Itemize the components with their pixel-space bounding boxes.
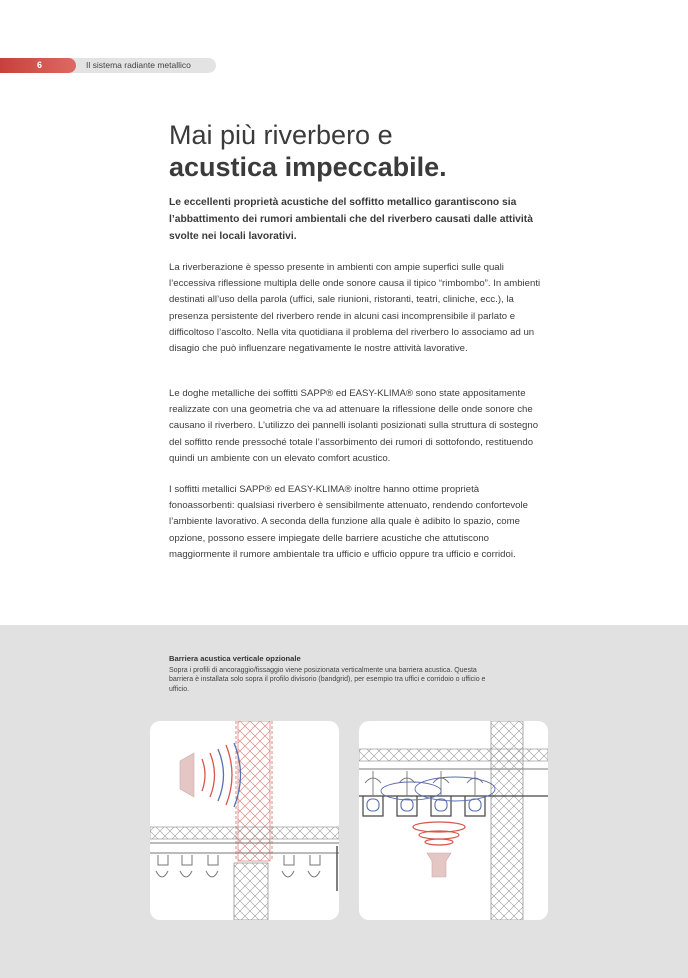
page-number: 6: [0, 58, 76, 73]
header-bar: [0, 58, 216, 73]
lead-paragraph: Le eccellenti proprietà acustiche del soffitto metallico garantiscono sia l’abbattimento dei rumori ambientali che del riverbero causati dalle attività svolte nei locali lavorativi.: [169, 197, 533, 242]
title-line-1: Mai più riverbero e: [169, 120, 393, 150]
barrier-section-drawing: [150, 721, 339, 920]
caption-title: Barriera acustica verticale opzionale: [169, 654, 301, 663]
ceiling-section-drawing: [359, 721, 548, 920]
caption-text: Sopra i profili di ancoraggio/fissaggio viene posizionata verticalmente una barriera acustica. Questa barriera è installata solo sopra il profilo divisorio (bandgrid), per esempio tra uffici e corridoio o ufficio e ufficio.: [169, 667, 486, 693]
body-paragraph-1: La riverberazione è spesso presente in ambienti con ampie superfici sulle quali l’eccessiva riflessione multipla delle onde sonore causa il tipico “rimbombo”. In ambienti destinati all’uso della parola (uffici, sale riunioni, ristoranti, teatri, cliniche, ecc.), la presenza persistente del riverbero rende in alcuni casi incomprensibile il parlato e difficoltoso l’ascolto. Nella vita quotidiana il problema del riverbero lo associamo ad un disagio che può influenzare negativamente le nostre attività lavorative.: [169, 262, 541, 355]
body-paragraph-3: I soffitti metallici SAPP® ed EASY-KLIMA® inoltre hanno ottime proprietà fonoassorbenti: qualsiasi riverbero è sensibilmente attenuato, rendendo confortevole l’ambiente lavorativo. A seconda della funzione alla quale è adibito lo spazio, come opzione, possono essere impiegate delle barriere acustiche che attutiscono maggiormente il rumore ambientale tra ufficio e ufficio oppure tra ufficio e corridoi.: [169, 484, 528, 560]
section-title: Il sistema radiante metallico: [86, 60, 191, 70]
title-line-2: acustica impeccabile.: [169, 152, 447, 182]
body-paragraph-2: Le doghe metalliche dei soffitti SAPP® ed EASY-KLIMA® sono state appositamente realizzate con una geometria che va ad attenuare la riflessione delle onde sonore che causano il riverbero. L’utilizzo dei pannelli isolanti posizionati sulla struttura di sostegno del soffitto rende pressoché totale l’assorbimento dei rumori di sottofondo, restituendo quindi un ambiente con un elevato comfort acustico.: [169, 388, 539, 464]
diagram-panel-ceiling: [359, 721, 548, 920]
page-title: [169, 119, 447, 183]
diagram-panel-barrier: [150, 721, 339, 920]
